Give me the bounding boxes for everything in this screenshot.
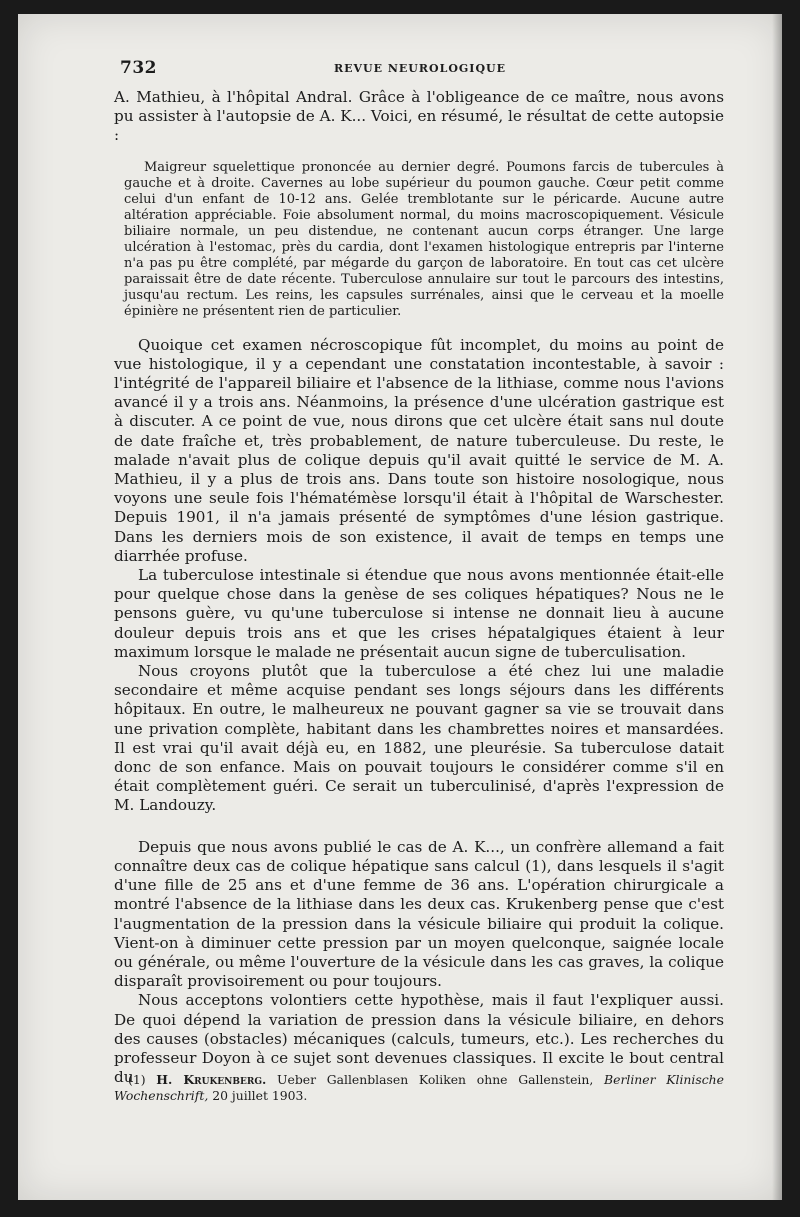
paragraph-krukenberg: Depuis que nous avons publié le cas de A. K..., un confrère allemand a fait connaître deux cas de colique hépatique sans calcul (1), dans lesquels il s'agit d'une fille de 25 ans et d'une femme de 36 ans. L'opération chirurgicale a montré l'absence de la lithiase dans les deux cas. Krukenberg pense que c'est l'augmentation de la pression dans la vésicule biliaire qui produit la colique. Vient-on à diminuer cette pression par un moyen quelconque, saignée locale ou générale, ou même l'ouverture de la vésicule dans les cas graves, la colique disparaît provisoirement ou pour toujours. [114,837,724,991]
page-edge-shadow [772,14,782,1200]
footnote-marker: (1) [128,1072,157,1087]
footnote-title: Ueber Gallenblasen Koliken ohne Gallenstein, [266,1072,605,1087]
page-header [120,58,720,86]
autopsy-summary: Maigreur squelettique prononcée au dernier degré. Poumons farcis de tubercules à gauche et à droite. Cavernes au lobe supérieur du poumon gauche. Cœur petit comme celui d'un enfant de 10-12 ans. Gelée tremblotante sur le péricarde. Aucune autre altération appréciable. Foie absolument normal, du moins macroscopiquement. Vésicule biliaire normale, un peu distendue, ne contenant aucun corps étranger. Une large ulcération à l'estomac, près du cardia, dont l'examen histologique entrepris par l'interne n'a pas pu être complété, par mégarde du garçon de laboratoire. En tout cas cet ulcère paraissait être de date récente. Tuberculose annulaire sur tout le parcours des intestins, jusqu'au rectum. Les reins, les capsules surrénales, ainsi que le cerveau et la moelle épinière ne présentent rien de particulier. [124,159,724,319]
paragraph-secondary-disease: Nous croyons plutôt que la tuberculose a été chez lui une maladie secondaire et même acquise pendant ses longs séjours dans les différents hôpitaux. En outre, le malheureux ne pouvant gagner sa vie se trouvait dans une privation complète, habitant dans les chambrettes noires et mansardées. Il est vrai qu'il avait déjà eu, en 1882, une pleurésie. Sa tuberculose datait donc de son enfance. Mais on pouvait toujours le considérer comme s'il en était complètement guéri. Ce serait un tuberculinisé, d'après l'expression de M. Landouzy. [114,662,724,815]
page-number: 732 [120,58,157,78]
paragraph-hypothesis: Nous acceptons volontiers cette hypothèse, mais il faut l'expliquer aussi. De quoi dépend la variation de pression dans la vésicule biliaire, en dehors des causes (obstacles) mécaniques (calculs, tumeurs, etc.). Les recherches du professeur Doyon à ce sujet sont devenues classiques. Il excite le bout central du [114,991,724,1087]
paragraph-intestinal-tuberculosis: La tuberculose intestinale si étendue que nous avons mentionnée était-elle pour quelque chose dans la genèse de ses coliques hépatiques? Nous ne le pensons guère, vu qu'une tuberculose si intense ne donnait lieu à aucune douleur depuis trois ans et que les crises hépatalgiques étaient à leur maximum lorsque le malade ne présentait aucun signe de tuberculisation. [114,566,724,661]
body-text [114,88,724,1087]
page-sheet [18,14,782,1200]
section-gap [114,816,724,838]
footnote-date: 20 juillet 1903. [208,1088,308,1103]
footnote [114,1072,724,1104]
footnote-author: H. Krukenberg. [156,1072,267,1087]
footnote-journal: Berliner Klinische Wochenschrift, [114,1072,724,1103]
running-title: REVUE NEUROLOGIQUE [333,62,507,75]
paragraph-examination: Quoique cet examen nécroscopique fût incomplet, du moins au point de vue histologique, il y a cependant une constatation incontestable, à savoir : l'intégrité de l'appareil biliaire et l'absence de la lithiase, comme nous l'avions avancé il y a trois ans. Néanmoins, la présence d'une ulcération gastrique est à discuter. A ce point de vue, nous dirons que cet ulcère était sans nul doute de date fraîche et, très probablement, de nature tuberculeuse. Du reste, le malade n'avait plus de colique depuis qu'il avait quitté le service de M. A. Mathieu, il y a plus de trois ans. Dans toute son histoire nosologique, nous voyons une seule fois l'hématémèse lorsqu'il était à l'hôpital de Warschester. Depuis 1901, il n'a jamais présenté de symptômes d'une lésion gastrique. Dans les derniers mois de son existence, il avait de temps en temps une diarrhée profuse. [114,335,724,565]
paragraph-intro: A. Mathieu, à l'hôpital Andral. Grâce à l'obligeance de ce maître, nous avons pu assister à l'autopsie de A. K... Voici, en résumé, le résultat de cette autopsie : [114,88,724,145]
